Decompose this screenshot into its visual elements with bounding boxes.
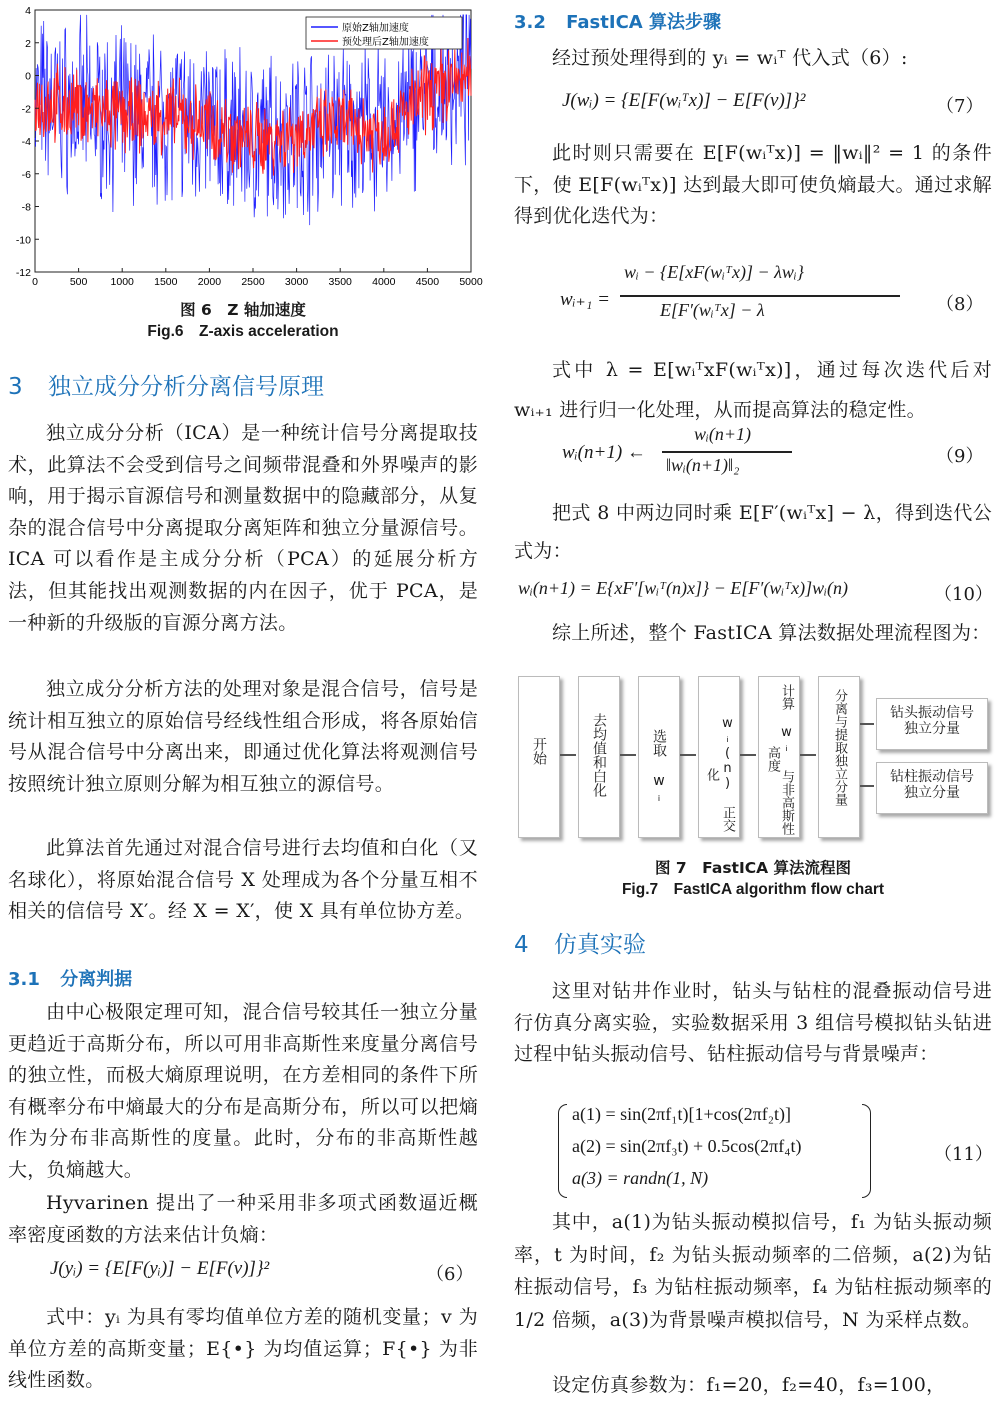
section-4-heading xyxy=(514,926,646,959)
equation-6-number: （6） xyxy=(426,1264,474,1285)
flow-arrow xyxy=(860,785,874,787)
x-tick-label: 3000 xyxy=(284,276,309,288)
flow-arrow xyxy=(680,754,696,756)
y-tick-label: -8 xyxy=(21,201,31,214)
equation-10: wᵢ(n+1) = E{xF′[wᵢᵀ(n)x]} − E[F′(wᵢᵀx)]wᵢ(n) xyxy=(518,578,848,598)
x-tick-label: 2000 xyxy=(197,276,222,288)
x-tick-label: 500 xyxy=(69,276,88,288)
equation-8-lhs: wᵢ₊₁ = xyxy=(560,289,610,310)
x-tick-label: 3500 xyxy=(328,276,352,288)
y-tick-label: 0 xyxy=(25,70,31,83)
fig6-caption-en: Fig.6 Z-axis acceleration xyxy=(147,323,339,340)
x-tick-label: 2500 xyxy=(241,276,265,288)
fraction-bar xyxy=(662,451,792,453)
y-tick-label: 4 xyxy=(25,5,31,17)
y-tick-label: -4 xyxy=(21,136,31,148)
paragraph-substitution: 经过预处理得到的 yᵢ = wᵢᵀ 代入式（6）: xyxy=(552,47,908,69)
subsection-title: 分离判据 xyxy=(60,969,133,990)
section-number: 3 xyxy=(8,374,23,400)
flow-arrow xyxy=(620,754,636,756)
paragraph-iteration: 把式 8 中两边同时乘 E[F′(wᵢᵀx] − λ，得到迭代公式为： xyxy=(514,502,992,562)
y-tick-label: -6 xyxy=(21,168,31,181)
flow-arrow xyxy=(740,754,756,756)
flow-arrow xyxy=(800,754,816,756)
x-tick-label: 5000 xyxy=(459,276,483,288)
equation-11-line-2: a(2) = sin(2πf₃t) + 0.5cos(2πf₄t) xyxy=(572,1136,802,1156)
flow-box-separate: 分离与提取独立分量 xyxy=(818,676,860,838)
equation-8-numerator: wᵢ − {E[xF(wᵢᵀx)] − λwᵢ} xyxy=(624,262,804,282)
paragraph-ica-intro: 独立成分分析（ICA）是一种统计信号分离提取技术，此算法不会受到信号之间频带混叠和外界噪声的影响，用于揭示盲源信号和测量数据中的隐藏部分，从复杂的混合信号中分离提取分离矩阵和独立分量源信号。ICA 可以看作是主成分分析（PCA）的延展分析方法，但其能找出观测数据的内在因子，优于 PCA，是一种新的升级版的盲源分离方法。 xyxy=(8,422,478,634)
equation-9-numerator: wᵢ(n+1) xyxy=(694,424,751,444)
equation-11-line-1: a(1) = sin(2πf₁t)[1+cos(2πf₂t)] xyxy=(572,1104,791,1124)
subsection-3-2-heading xyxy=(514,8,721,34)
flow-box-whitening: 去均值和白化 xyxy=(578,676,620,838)
paragraph-ica-object: 独立成分分析方法的处理对象是混合信号，信号是统计相互独立的原始信号经线性组合形成，将各原始信号从混合信号中分离出来，即通过优化算法将观测信号按照统计独立原则分解为相互独立的源信号。 xyxy=(8,678,478,795)
paragraph-variable-definitions: 式中：yᵢ 为具有零均值单位方差的随机变量；v 为单位方差的高斯变量；E{•} 为均值运算；F{•} 为非线性函数。 xyxy=(8,1306,478,1392)
flow-box-select: 选取 wᵢ xyxy=(638,676,680,838)
section-title: 仿真实验 xyxy=(553,932,646,958)
flow-out-bit: 钻头振动信号独立分量 xyxy=(876,698,988,750)
figure-6 xyxy=(8,0,483,292)
paragraph-parameters: 设定仿真参数为：f₁=20，f₂=40，f₃=100， xyxy=(552,1374,946,1396)
y-tick-label: -10 xyxy=(15,234,31,247)
paragraph-condition: 此时则只需要在 E[F(wᵢᵀx)] = ‖wᵢ‖² = 1 的条件下，使 E[F(wᵢᵀx)] 达到最大即可使负熵最大。通过求解得到优化迭代为： xyxy=(514,142,992,228)
equation-9 xyxy=(562,424,862,488)
flow-box-compute: 计算 wᵢ 与非高斯性高度 xyxy=(758,676,800,838)
section-3-heading xyxy=(8,368,324,401)
x-tick-label: 4500 xyxy=(415,276,440,288)
figure-7-flowchart xyxy=(514,668,992,844)
x-tick-label: 4000 xyxy=(372,276,396,288)
y-tick-label: 2 xyxy=(25,37,31,50)
paragraph-lambda: 式中 λ = E[wᵢᵀxF(wᵢᵀx)]，通过每次迭代后对 wᵢ₊₁ 进行归一化处理，从而提高算法的稳定性。 xyxy=(514,359,992,421)
subsection-title: FastICA 算法步骤 xyxy=(566,12,721,33)
x-tick-label: 1000 xyxy=(110,276,134,288)
legend-label: 预处理后Z轴加速度 xyxy=(342,37,429,48)
paragraph-separation-criterion: 由中心极限定理可知，混合信号较其任一独立分量更趋近于高斯分布，所以可用非高斯性来度量分离信号的独立性，而极大熵原理说明，在方差相同的条件下所有概率分布中熵最大的分布是高斯分布，所以可以把熵作为分布非高斯性的度量。此时，分布的非高斯性越大，负熵越大。 xyxy=(8,1001,478,1181)
flow-out-string: 钻柱振动信号独立分量 xyxy=(876,762,988,814)
fig7-caption-en: Fig.7 FastICA algorithm flow chart xyxy=(621,881,885,898)
paragraph-hyvarinen: Hyvarinen 提出了一种采用非多项式函数逼近概率密度函数的方法来估计负熵： xyxy=(8,1192,478,1246)
equation-8 xyxy=(560,262,940,342)
flow-box-start: 开始 xyxy=(518,676,560,838)
right-brace xyxy=(862,1104,871,1198)
equation-8-number: （8） xyxy=(936,294,984,315)
paragraph-ica-whitening: 此算法首先通过对混合信号进行去均值和白化（又名球化），将原始混合信号 X 处理成为各个分量互相不相关的信信号 X′。经 X = X′，使 X 具有单位协方差。 xyxy=(8,837,478,923)
equation-7: J(wᵢ) = {E[F(wᵢᵀx)] − E[F(v)]}² xyxy=(562,90,806,111)
section-title: 独立成分分析分离信号原理 xyxy=(47,374,324,400)
x-tick-label: 0 xyxy=(32,276,38,288)
equation-11-line-3: a(3) = randn(1, N) xyxy=(572,1168,709,1188)
paragraph-parameter-definitions: 其中，a(1)为钻头振动模拟信号，f₁ 为钻头振动频率，t 为时间，f₂ 为钻头振动频率的二倍频，a(2)为钻柱振动信号，f₃ 为钻柱振动频率，f₄ 为钻柱振动频率的 1/2 倍频，a(3)为背景噪声模拟信号，N 为采样点数。 xyxy=(514,1211,992,1331)
paragraph-flow-intro: 综上所述，整个 FastICA 算法数据处理流程图为： xyxy=(552,622,991,644)
x-tick-label: 1500 xyxy=(154,276,178,288)
z-axis-acceleration-chart xyxy=(8,0,483,292)
equation-6: J(yᵢ) = {E[F(yᵢ)] − E[F(v)]}² xyxy=(50,1258,270,1279)
equation-9-lhs: wᵢ(n+1) ← xyxy=(562,442,646,463)
flow-box-orthogonalize: wᵢ(n) 正交化 xyxy=(698,676,740,838)
section-number: 4 xyxy=(514,932,529,958)
subsection-number: 3.1 xyxy=(8,969,40,990)
fig6-caption-cn: 图 6 Z 轴加速度 xyxy=(180,301,306,319)
equation-10-number: （10） xyxy=(934,584,993,605)
subsection-number: 3.2 xyxy=(514,12,546,33)
equation-9-number: （9） xyxy=(936,446,984,467)
left-brace xyxy=(558,1104,567,1198)
fig7-caption-cn: 图 7 FastICA 算法流程图 xyxy=(655,859,851,877)
subsection-3-1-heading xyxy=(8,965,132,991)
y-tick-label: -2 xyxy=(21,103,31,116)
equation-9-denominator: ‖wᵢ(n+1)‖₂ xyxy=(666,455,740,475)
flow-arrow xyxy=(860,723,874,725)
fraction-bar xyxy=(620,295,900,297)
equation-11-number: （11） xyxy=(934,1144,993,1165)
equation-8-denominator: E[F′(wᵢᵀx] − λ xyxy=(660,300,765,320)
legend-label: 原始Z轴加速度 xyxy=(342,23,409,34)
equation-7-number: （7） xyxy=(936,96,984,117)
equation-11 xyxy=(558,1104,878,1200)
flow-arrow xyxy=(560,754,576,756)
paragraph-simulation: 这里对钻井作业时，钻头与钻柱的混叠振动信号进行仿真分离实验，实验数据采用 3 组信号模拟钻头钻进过程中钻头振动信号、钻柱振动信号与背景噪声： xyxy=(514,980,992,1066)
y-tick-label: -12 xyxy=(15,267,31,279)
